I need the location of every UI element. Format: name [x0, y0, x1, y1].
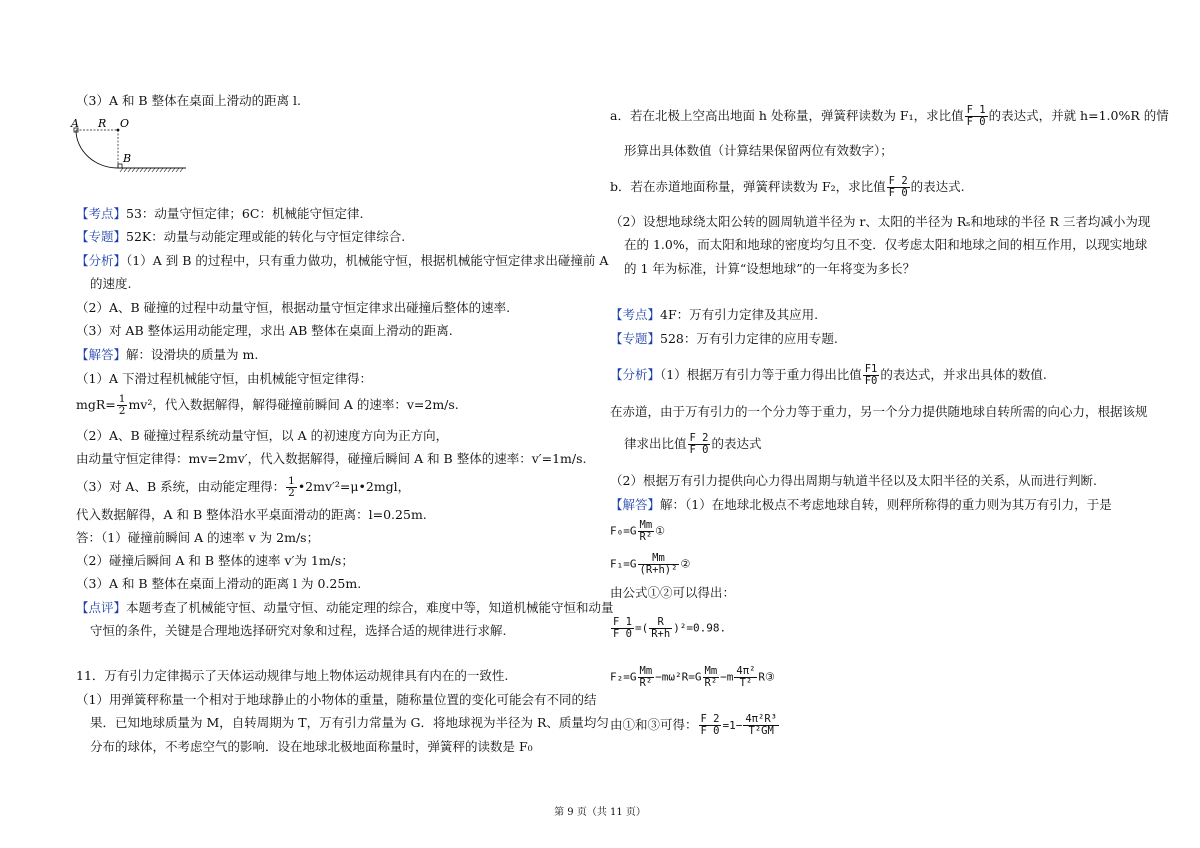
fraction-mm-rh2: [638, 553, 680, 576]
solution-1-title: （1）A 下滑过程机械能守恒，由机械能守恒定律得：: [76, 371, 372, 386]
frac-num: F 1: [966, 104, 986, 116]
frac-den: (R+h)²: [639, 564, 678, 576]
jieda-line: [76, 347, 258, 363]
eq1-prefix: F₀=G: [610, 524, 637, 538]
equation-4: [610, 666, 775, 689]
frac-num: Mm: [639, 665, 653, 677]
jieda-tag: 【解答】: [76, 347, 127, 362]
equation-1: [610, 520, 665, 543]
frac-den: R+h: [651, 628, 671, 640]
frac-den: R²: [639, 677, 653, 689]
zhuanti-line-right: [610, 331, 838, 347]
equation-12-text: 由公式①②可以得出：: [610, 585, 736, 600]
fraction-r-rh: [649, 617, 672, 640]
quarter-circle-track: [76, 130, 118, 168]
fenxi-eq-b-suffix: 的表达式: [711, 436, 762, 451]
fraction-mm-r2: [638, 520, 655, 543]
answer-3: （3）A 和 B 整体在桌面上滑动的距离 l 为 0.25m.: [76, 576, 362, 591]
frac-num: F 2: [700, 713, 720, 725]
eq3-suffix: )²=0.98.: [673, 621, 727, 635]
frac-num: 4π²R³: [745, 713, 777, 725]
fenxi-text-1b: 的速度.: [90, 276, 132, 291]
zhuanti-text: 528：万有引力定律的应用专题.: [660, 331, 838, 346]
frac-num: R: [649, 617, 672, 629]
kaodian-line-right: [610, 307, 818, 323]
kaodian-line: [76, 206, 363, 222]
eq2-prefix: F₁=G: [610, 557, 637, 571]
figure-label-b: B: [123, 152, 132, 165]
eq1-mark: ①: [655, 524, 666, 538]
fraction-f1-f0-c: [611, 617, 634, 640]
kaodian-text: 53：动量守恒定律；6C：机械能守恒定律.: [126, 206, 364, 221]
solution-3-prefix: （3）对 A、B 系统，由动能定理得：: [76, 479, 286, 494]
kaodian-tag: 【考点】: [610, 307, 661, 322]
fraction-eq4-1: [638, 666, 655, 689]
frac-den: F 0: [613, 628, 632, 640]
fenxi-tag: 【分析】: [610, 367, 661, 382]
frac-den: R²: [704, 677, 718, 689]
frac-den: 2: [118, 405, 126, 417]
jieda-text: 解：（1）在地球北极点不考虑地球自转，则秤所称得的重力则为其万有引力，于是: [660, 497, 1112, 512]
frac-den: F 0: [888, 187, 908, 199]
eq3-mid: =(: [634, 621, 649, 635]
solution-3-suffix: •2mv′²=μ•2mgl，: [297, 479, 411, 494]
eq2-mark: ②: [680, 557, 691, 571]
question-11-1b: 果．已知地球质量为 M，自转周期为 T，万有引力常量为 G．将地球视为半径为 R、质量均匀: [90, 715, 609, 730]
question-b-prefix: b．若在赤道地面称量，弹簧秤读数为 F₂，求比值: [610, 179, 886, 194]
dianping-line: [76, 600, 614, 616]
frac-num: 1: [288, 475, 295, 487]
answer-1: 答：（1）碰撞前瞬间 A 的速率 v 为 2m/s；: [76, 530, 320, 545]
eq5-prefix: 由①和③可得：: [610, 717, 698, 732]
eq4-mid1: −mω²R=G: [655, 670, 702, 684]
question-3-title: （3）A 和 B 整体在桌面上滑动的距离 l.: [76, 93, 302, 108]
fenxi-eq-a: 在赤道，由于万有引力的一个分力等于重力，另一个分力提供随地球自转所需的向心力，根据该规: [610, 404, 1148, 419]
frac-num: F 2: [689, 432, 709, 444]
fenxi-text-2-right: （2）根据万有引力提供向心力得出周期与轨道半径以及太阳半径的关系，从而进行判断.: [610, 473, 1097, 488]
question-a-continuation: 形算出具体数值（计算结果保留两位有效数字）；: [624, 143, 893, 158]
equation-2: [610, 553, 690, 576]
jieda-line-right: [610, 497, 1112, 513]
dianping-text-a: 本题考查了机械能守恒、动量守恒、动能定理的综合，难度中等，知道机械能守恒和动量: [126, 600, 614, 615]
frac-den: R²: [639, 531, 653, 543]
question-2-c: 的 1 年为标准，计算“设想地球”的一年将变为多长？: [624, 261, 916, 276]
question-a-line: [610, 105, 1169, 128]
fraction-f2-f0: [887, 176, 910, 199]
fraction-half: [117, 394, 128, 417]
solution-2-equation: 由动量守恒定律得：mv=2mv′，代入数据解得，碰撞后瞬间 A 和 B 整体的速率：v′=1m/s.: [76, 451, 587, 466]
fenxi-eq-b: [624, 433, 762, 456]
solution-3-result: 代入数据解得，A 和 B 整体沿水平桌面滑动的距离：l=0.25m.: [76, 507, 427, 522]
frac-num: 1: [118, 393, 126, 405]
fenxi-1-suffix: 的表达式，并求出具体的数值.: [880, 367, 1047, 382]
question-11-1a: （1）用弹簧秤称量一个相对于地球静止的小物体的重量，随称量位置的变化可能会有不同的结: [76, 692, 597, 707]
fraction-f2-f0-b: [688, 433, 711, 456]
track-figure: [68, 112, 188, 176]
dianping-tag: 【点评】: [76, 600, 127, 615]
fenxi-1-prefix: （1）根据万有引力等于重力得出比值: [660, 367, 862, 382]
block-b-shape: [118, 164, 122, 168]
frac-den: F 0: [689, 444, 709, 456]
solution-1-eq-suffix: mv²，代入数据解得，解得碰撞前瞬间 A 的速率：v=2m/s.: [128, 397, 459, 412]
question-a-suffix: 的表达式，并就 h=1.0%R 的情: [988, 108, 1169, 123]
frac-num: Mm: [638, 553, 680, 565]
fenxi-text-3: （3）对 AB 整体运用动能定理，求出 AB 整体在桌面上滑动的距离.: [76, 323, 453, 338]
fraction-f2-f0-c: [699, 714, 722, 737]
fenxi-tag: 【分析】: [76, 253, 127, 268]
zhuanti-tag: 【专题】: [610, 331, 661, 346]
frac-num: F 2: [888, 175, 908, 187]
solution-1-equation: [76, 394, 459, 417]
table-hatching: [120, 168, 183, 172]
question-2-a: （2）设想地球绕太阳公转的圆周轨道半径为 r、太阳的半径为 Rₛ和地球的半径 R 三者均减小为现: [610, 214, 1151, 229]
solution-1-eq-prefix: mgR=: [76, 397, 116, 412]
zhuanti-text: 52K：动量与动能定理或能的转化与守恒定律综合.: [126, 229, 406, 244]
eq4-mid2: −m: [720, 670, 734, 684]
fraction-half-2: [286, 476, 297, 499]
fraction-eq4-3: [734, 666, 757, 689]
jieda-tag: 【解答】: [610, 497, 661, 512]
frac-num: Mm: [704, 665, 718, 677]
kaodian-tag: 【考点】: [76, 206, 127, 221]
jieda-text: 解：设滑块的质量为 m.: [126, 347, 259, 362]
equation-5: [610, 714, 780, 737]
frac-num: F1: [864, 363, 878, 375]
frac-den: F 0: [966, 116, 986, 128]
equation-3: [610, 617, 726, 640]
eq4-suffix: R③: [758, 670, 775, 684]
eq5-mid: =1−: [722, 719, 743, 732]
fenxi-text-1a: （1）A 到 B 的过程中，只有重力做功，机械能守恒，根据机械能守恒定律求出碰撞前 A: [126, 253, 609, 268]
fraction-eq5-2: [743, 714, 779, 737]
frac-num: Mm: [639, 519, 653, 531]
frac-num: 4π²: [736, 665, 756, 677]
eq4-prefix: F₂=G: [610, 670, 637, 684]
fraction-eq4-2: [703, 666, 720, 689]
kaodian-text: 4F：万有引力定律及其应用.: [660, 307, 819, 322]
figure-label-o: O: [120, 117, 130, 130]
question-11-title: 11．万有引力定律揭示了天体运动规律与地上物体运动规律具有内在的一致性.: [76, 668, 509, 683]
dianping-text-b: 守恒的条件，关键是合理地选择研究对象和过程，选择合适的规律进行求解.: [90, 623, 507, 638]
question-b-suffix: 的表达式.: [910, 179, 965, 194]
fenxi-line-right: [610, 364, 1047, 387]
solution-3-equation: [76, 476, 410, 499]
frac-den: T²GM: [748, 725, 774, 737]
question-a-prefix: a．若在北极上空高出地面 h 处称量，弹簧秤读数为 F₁，求比值: [610, 108, 964, 123]
question-b-line: [610, 176, 965, 199]
fenxi-line-1: [76, 253, 608, 269]
solution-2-title: （2）A、B 碰撞过程系统动量守恒，以 A 的初速度方向为正方向，: [76, 428, 449, 443]
frac-den: F 0: [700, 725, 720, 737]
zhuanti-tag: 【专题】: [76, 229, 127, 244]
fenxi-text-2: （2）A、B 碰撞的过程中动量守恒，根据动量守恒定律求出碰撞后整体的速率.: [76, 300, 511, 315]
frac-num: F 1: [613, 616, 632, 628]
answer-2: （2）碰撞后瞬间 A 和 B 整体的速率 v′为 1m/s；: [76, 553, 354, 568]
question-11-1c: 分布的球体，不考虑空气的影响．设在地球北极地面称量时，弹簧秤的读数是 F₀: [90, 739, 533, 754]
fraction-f1-f0: [965, 105, 988, 128]
fraction-f1-f0-b: [863, 364, 880, 387]
page-footer: 第 9 页（共 11 页）: [554, 807, 646, 818]
fenxi-eq-b-prefix: 律求出比值: [624, 436, 687, 451]
figure-label-r: R: [98, 117, 107, 130]
frac-den: F0: [864, 375, 878, 387]
zhuanti-line: [76, 229, 405, 245]
figure-label-a: A: [71, 117, 79, 130]
frac-den: 2: [288, 487, 295, 499]
question-2-b: 在的 1.0%，而太阳和地球的密度均匀且不变．仅考虑太阳和地球之间的相互作用，以现实地球: [624, 237, 1148, 252]
frac-den: T²: [739, 677, 753, 689]
